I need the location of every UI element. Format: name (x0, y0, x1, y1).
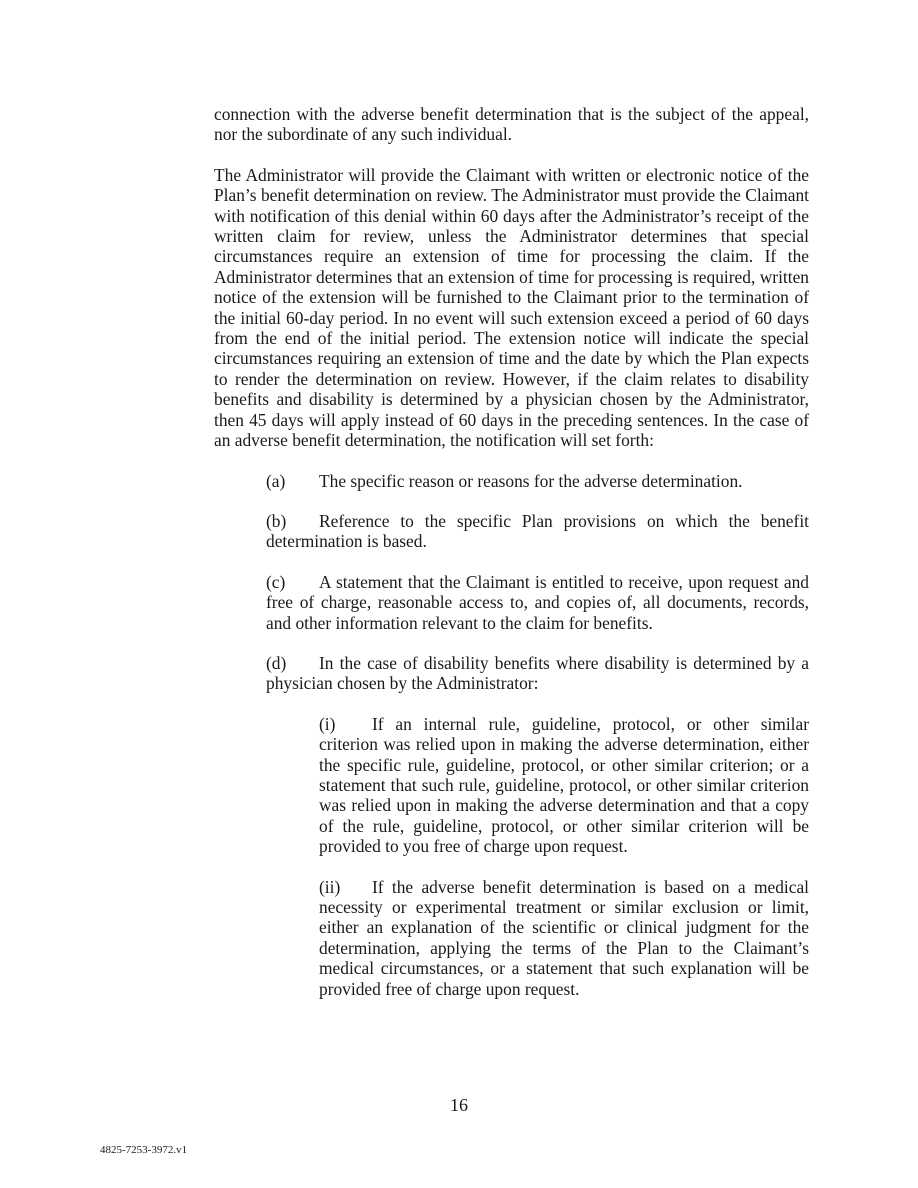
sub-list-item-i (319, 714, 809, 857)
document-id: 4825-7253-3972.v1 (100, 1144, 188, 1156)
continuation-paragraph: connection with the adverse benefit determination that is the subject of the appeal, nor the subordinate of any such individual. (214, 104, 809, 145)
list-item-d (266, 653, 809, 694)
list-item-text: In the case of disability benefits where disability is determined by a physician chosen by the Administrator: (266, 652, 809, 694)
page-number: 16 (450, 1095, 468, 1115)
document-body (214, 104, 809, 1019)
sub-list-marker: (i) (319, 713, 336, 734)
sub-list-item-ii (319, 877, 809, 999)
sub-list-item-text: If an internal rule, guideline, protocol, or other similar criterion was relied upon in making the adverse determination, either the specific rule, guideline, protocol, or other similar criterion; or a statement that such rule, guideline, protocol, or other similar criterion was relied upon in making the adverse determination and that a copy of the rule, guideline, protocol, or other similar criterion will be provided to you free of charge upon request. (319, 713, 809, 857)
list-marker: (c) (266, 571, 286, 592)
list-item-b (266, 511, 809, 552)
sub-list-item-text: If the adverse benefit determination is based on a medical necessity or experimental treatment or similar exclusion or limit, either an explanation of the scientific or clinical judgment for the determination, applying the terms of the Plan to the Claimant’s medical circumstances, or a statement that such explanation will be provided free of charge upon request. (319, 876, 809, 999)
sub-list-marker: (ii) (319, 876, 341, 897)
review-notice-paragraph: The Administrator will provide the Claimant with written or electronic notice of the Plan’s benefit determination on review. The Administrator must provide the Claimant with notification of this denial within 60 days after the Administrator’s receipt of the written claim for review, unless the Administrator determines that special circumstances require an extension of time for processing the claim. If the Administrator determines that an extension of time for processing is required, written notice of the extension will be furnished to the Claimant prior to the termination of the initial 60-day period. In no event will such extension exceed a period of 60 days from the end of the initial period. The extension notice will indicate the special circumstances requiring an extension of time and the date by which the Plan expects to render the determination on review. However, if the claim relates to disability benefits and disability is determined by a physician chosen by the Administrator, then 45 days will apply instead of 60 days in the preceding sentences. In the case of an adverse benefit determination, the notification will set forth: (214, 164, 809, 451)
list-item-c (266, 572, 809, 633)
list-item-text: The specific reason or reasons for the adverse determination. (319, 470, 743, 491)
list-item-text: Reference to the specific Plan provisions on which the benefit determination is based. (266, 510, 809, 552)
list-marker: (d) (266, 652, 287, 673)
list-marker: (b) (266, 510, 287, 531)
list-item-a (266, 471, 809, 491)
list-marker: (a) (266, 470, 286, 491)
list-item-text: A statement that the Claimant is entitled to receive, upon request and free of charge, reasonable access to, and copies of, all documents, records, and other information relevant to the claim for benefits. (266, 571, 809, 633)
